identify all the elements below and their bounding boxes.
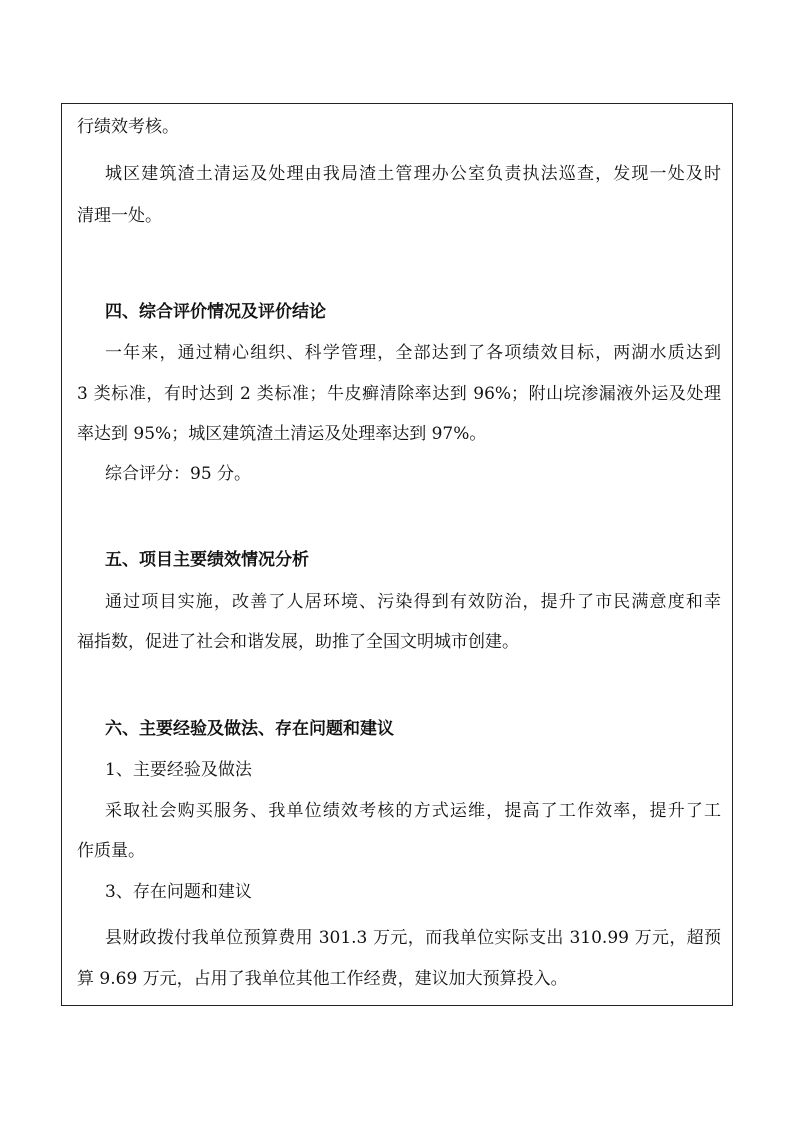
subheading: 3、存在问题和建议 bbox=[105, 882, 252, 902]
text-line: 作质量。 bbox=[77, 841, 145, 861]
text-line: 算 9.69 万元，占用了我单位其他工作经费，建议加大预算投入。 bbox=[77, 969, 568, 989]
text-line: 3 类标准，有时达到 2 类标准；牛皮癣清除率达到 96%；附山垸渗漏液外运及处理 bbox=[77, 384, 721, 404]
text-line: 通过项目实施，改善了人居环境、污染得到有效防治，提升了市民满意度和幸 bbox=[105, 592, 721, 612]
text-line: 行绩效考核。 bbox=[77, 117, 179, 137]
section-heading: 四、综合评价情况及评价结论 bbox=[105, 302, 326, 322]
text-line: 率达到 95%；城区建筑渣土清运及处理率达到 97%。 bbox=[77, 424, 487, 444]
text-line: 城区建筑渣土清运及处理由我局渣土管理办公室负责执法巡查，发现一处及时 bbox=[105, 164, 721, 184]
text-line: 采取社会购买服务、我单位绩效考核的方式运维，提高了工作效率，提升了工 bbox=[105, 801, 721, 821]
text-line: 县财政拨付我单位预算费用 301.3 万元，而我单位实际支出 310.99 万元，超预 bbox=[105, 928, 721, 948]
text-line: 清理一处。 bbox=[77, 206, 162, 226]
section-heading: 六、主要经验及做法、存在问题和建议 bbox=[105, 719, 394, 739]
text-line: 一年来，通过精心组织、科学管理，全部达到了各项绩效目标，两湖水质达到 bbox=[105, 343, 721, 363]
text-line: 福指数，促进了社会和谐发展，助推了全国文明城市创建。 bbox=[77, 632, 519, 652]
section-heading: 五、项目主要绩效情况分析 bbox=[105, 550, 309, 570]
subheading: 1、主要经验及做法 bbox=[105, 760, 252, 780]
text-line: 综合评分：95 分。 bbox=[105, 464, 252, 484]
